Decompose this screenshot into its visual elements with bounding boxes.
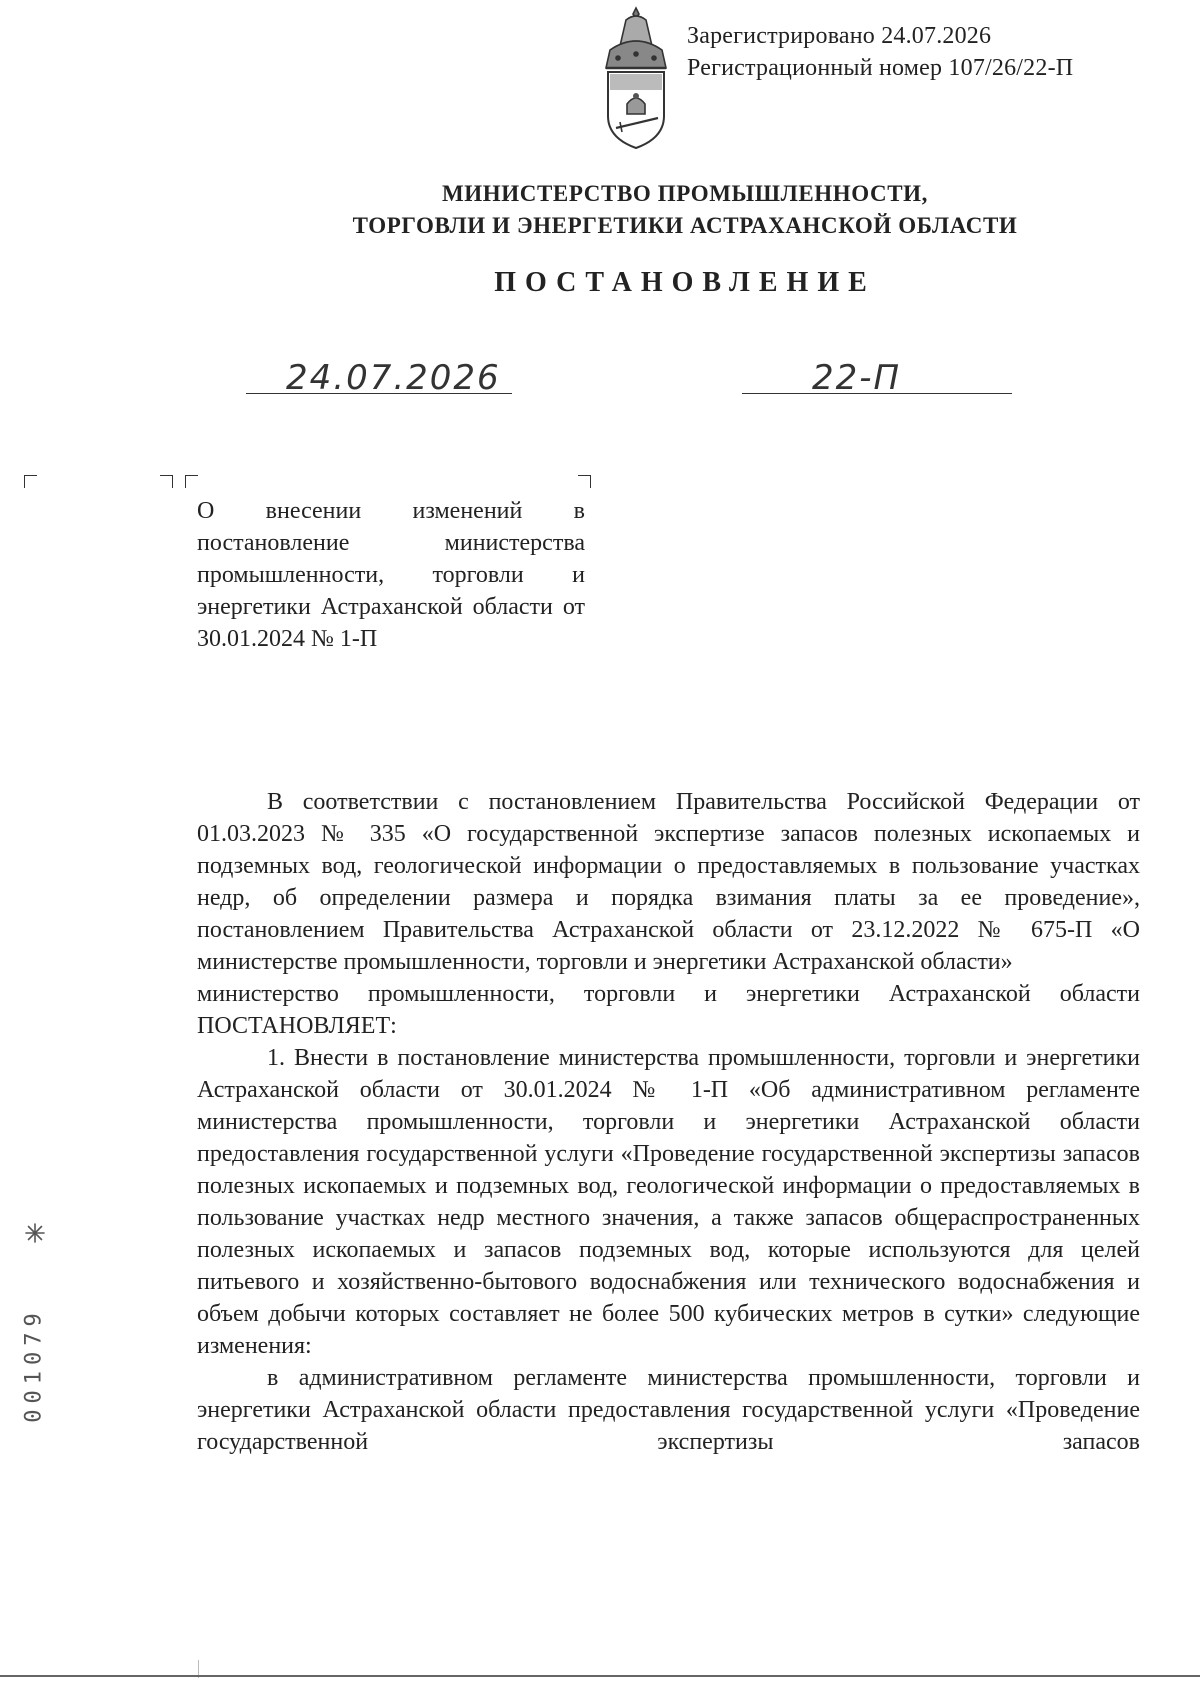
item-1-paragraph: 1. Внести в постановление министерства промышленности, торговли и энергетики Астраханской области от 30.01.2024 № 1-П «Об административном регламенте министерства промышленности, торговли и энергетики Астраханской области предоставления государственной услуги «Проведение государственной экспертизы запасов полезных ископаемых и подземных вод, геологической информации о предоставляемых в пользование участках недр местного значения, а также запасов общераспространенных полезных ископаемых и запасов подземных вод, которые используются для целей питьевого и хозяйственно-бытового водоснабжения или технического водоснабжения и объем добычи которых составляет не более 500 кубических метров в сутки» следующие изменения: <box>197 1045 1140 1359</box>
document-body <box>197 786 1140 1458</box>
registration-number: Регистрационный номер 107/26/22-П <box>687 55 1074 81</box>
corner-mark-top-right <box>578 475 591 488</box>
registration-date: Зарегистрировано 24.07.2026 <box>687 23 992 49</box>
date-underline <box>246 393 512 394</box>
resolution-paragraph: министерство промышленности, торговли и энергетики Астраханской области ПОСТАНОВЛЯЕТ: <box>197 981 1140 1039</box>
coat-of-arms-icon <box>596 6 676 152</box>
corner-mark-top-left <box>24 475 37 488</box>
side-serial-number: 001079 <box>21 1307 47 1423</box>
ministry-name-line-2: ТОРГОВЛИ И ЭНЕРГЕТИКИ АСТРАХАНСКОЙ ОБЛАСТИ <box>352 213 1018 238</box>
document-type-title: ПОСТАНОВЛЕНИЕ <box>494 267 876 298</box>
preamble-paragraph: В соответствии с постановлением Правительства Российской Федерации от 01.03.2023 № 335 «О государственной экспертизе запасов полезных ископаемых и подземных вод, геологической информации о предоставляемых в пользование участках недр, об определении размера и порядка взимания платы за ее проведение», постановлением Правительства Астраханской области от 23.12.2022 № 675-П «О министерстве промышленности, торговли и энергетики Астраханской области» <box>197 789 1140 975</box>
asterisk-icon <box>24 1222 46 1244</box>
number-underline <box>742 393 1012 394</box>
document-number: 22-П <box>812 358 902 398</box>
corner-mark-top-left <box>185 475 198 488</box>
corner-mark-top-right <box>160 475 173 488</box>
document-subject: О внесении изменений в постановление министерства промышленности, торговли и энергетики Астраханской области от 30.01.2024 № 1-П <box>197 498 585 652</box>
item-1-subparagraph: в административном регламенте министерства промышленности, торговли и энергетики Астраханской области предоставления государственной услуги «Проведение государственной экспертизы запасов <box>197 1365 1140 1455</box>
document-date: 24.07.2026 <box>286 358 501 398</box>
ministry-name-line-1: МИНИСТЕРСТВО ПРОМЫШЛЕННОСТИ, <box>442 181 928 206</box>
scan-bottom-edge <box>0 1675 1200 1677</box>
